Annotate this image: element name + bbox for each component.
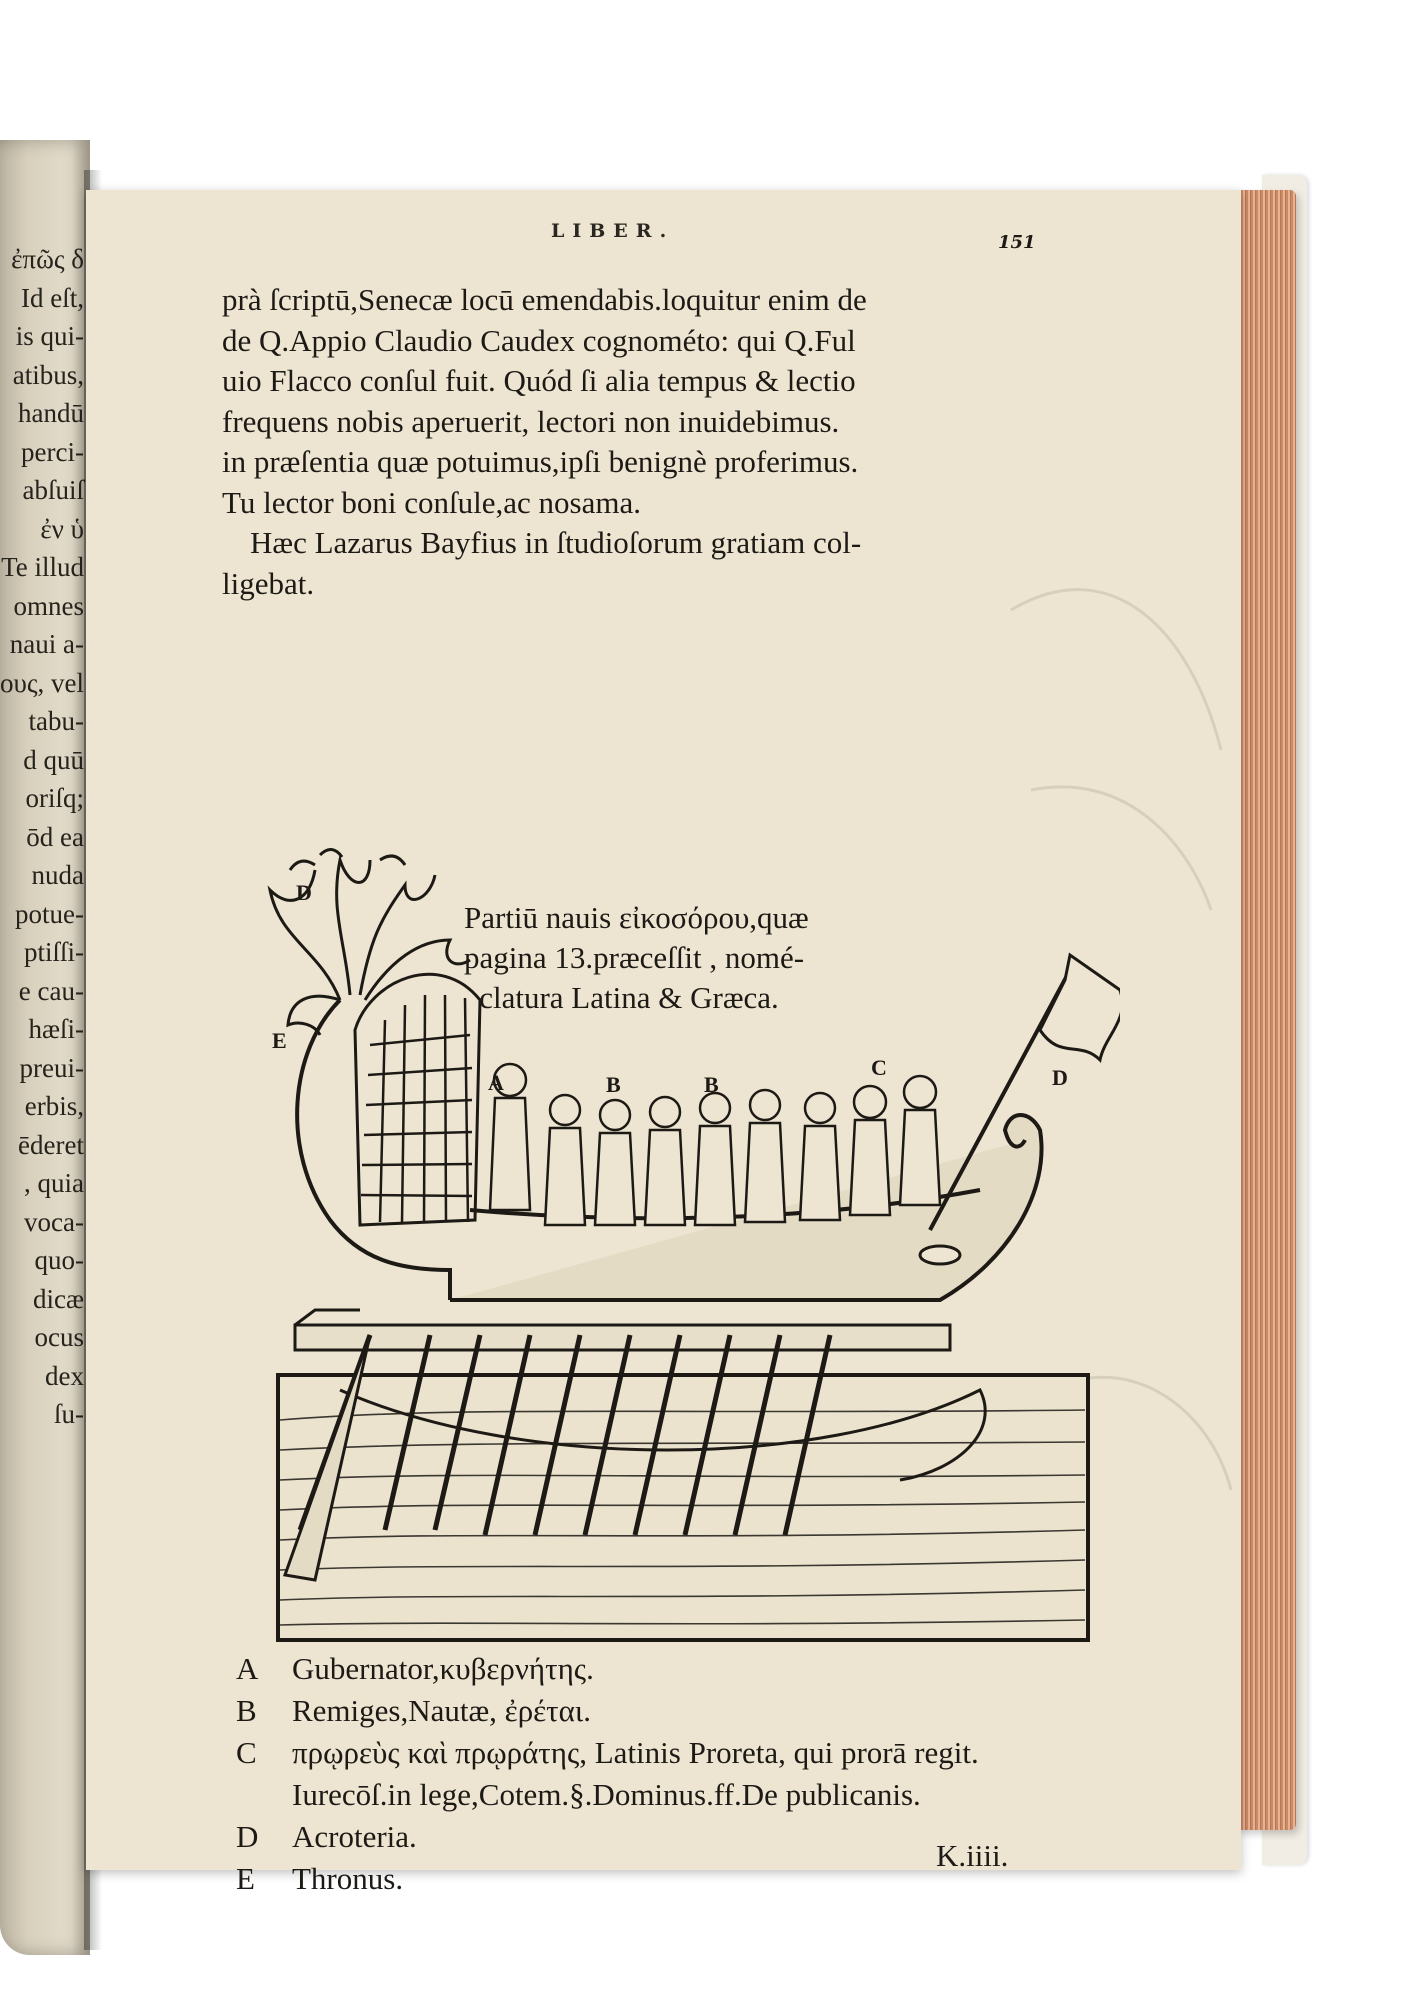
facing-page-line: omnes [13, 590, 84, 621]
legend-text: πρῳρεὺς καὶ πρῳράτης, Latinis Proreta, qui prorā regit. [292, 1735, 979, 1770]
legend-key: A [236, 1651, 259, 1686]
legend-text: Iurecōſ.in lege,Cotem.§.Dominus.ff.De publicanis. [292, 1777, 921, 1812]
caption-line: pagina 13.præceſſit , nomé- [464, 940, 805, 975]
body-line: frequens nobis aperuerit, lectori non inuidebimus. [222, 403, 840, 439]
figure-letter: C [871, 1055, 887, 1080]
caption-line: clatura Latina & Græca. [479, 980, 779, 1015]
figure-letter: B [704, 1072, 719, 1097]
legend-row [236, 1774, 979, 1816]
figure-letter: D [296, 880, 312, 905]
figure-letter: E [272, 1028, 287, 1053]
facing-page-text [0, 240, 84, 1434]
running-head: LIBER. [551, 220, 675, 242]
page-edges [1236, 190, 1296, 1830]
facing-page-line: abſuiſ [22, 475, 84, 505]
page-number: 151 [998, 232, 1036, 253]
legend-key: D [236, 1819, 259, 1854]
facing-page-line: voca- [24, 1206, 84, 1237]
figure-letter: D [1052, 1065, 1068, 1090]
facing-page-left [0, 140, 90, 1955]
body-line: Hæc Lazarus Bayfius in ſtudioſorum gratiam col- [250, 525, 862, 560]
legend-text: Remiges,Nautæ, ἐρέται. [292, 1693, 591, 1728]
body-text [222, 280, 1052, 604]
facing-page-line: perci- [21, 436, 84, 467]
facing-page-line: Te illud [1, 552, 84, 582]
facing-page-line: ους, vel [0, 667, 84, 698]
facing-page-line: handū [18, 398, 84, 428]
figure-letter: A [488, 1070, 504, 1095]
figure-caption [464, 898, 809, 1018]
facing-page-line: erbis, [24, 1091, 84, 1121]
facing-page-line: , quia [24, 1168, 84, 1198]
legend-key: E [236, 1861, 255, 1896]
legend-row [236, 1858, 979, 1900]
book-page [86, 190, 1241, 1896]
figure-legend [236, 1648, 979, 1900]
figure-letter: B [606, 1072, 621, 1097]
facing-page-line: hæſi- [28, 1014, 84, 1044]
facing-page-line: atibus, [12, 359, 84, 390]
facing-page-line: Id eſt, [21, 282, 84, 313]
facing-page-line: e cau- [18, 975, 84, 1006]
body-line: uio Flacco conſul fuit. Quód ſi alia tempus & lectio [222, 363, 856, 398]
water-frame [278, 1375, 1088, 1640]
facing-page-line: ēderet [18, 1129, 84, 1160]
facing-page-line: oriſq; [25, 783, 84, 813]
body-line: prà ſcriptū,Senecæ locū emendabis.loquitur enim de [222, 282, 867, 317]
facing-page-line: d quū [23, 744, 84, 775]
bow-eye [920, 1246, 960, 1264]
throne-cabin [355, 974, 480, 1225]
facing-page-line: ptiſſi- [24, 937, 84, 967]
facing-page-line: nuda [31, 860, 84, 890]
legend-key: B [236, 1693, 257, 1728]
facing-page-line: ocus [34, 1322, 84, 1352]
legend-text: Thronus. [292, 1861, 404, 1896]
legend-row [236, 1648, 979, 1690]
body-line: Tu lector boni conſule,ac nosama. [222, 484, 641, 520]
facing-page-line: ſu- [54, 1399, 84, 1429]
body-line: de Q.Appio Claudio Caudex cognométo: qui Q.Ful [222, 322, 856, 358]
legend-row [236, 1816, 979, 1858]
legend-row [236, 1732, 979, 1774]
facing-page-line: preui- [19, 1052, 84, 1083]
body-line: ligebat. [222, 565, 315, 601]
facing-page-line: potue- [15, 898, 84, 929]
facing-page-line: tabu- [28, 706, 84, 736]
facing-page-line: quo- [34, 1245, 84, 1275]
facing-page-line: naui a- [9, 629, 84, 659]
caption-line: Partiū nauis εἰκοσόρου,quæ [464, 900, 809, 935]
outrigger [295, 1325, 950, 1350]
facing-page-line: ἐπῶς δ [11, 244, 84, 274]
facing-page-line: dicæ [33, 1283, 84, 1314]
facing-page-line: ōd ea [26, 821, 84, 852]
legend-text: Gubernator,κυβερνήτης. [292, 1651, 594, 1686]
legend-key: C [236, 1735, 257, 1770]
facing-page-line: dex [45, 1360, 84, 1391]
signature-mark: K.iiii. [936, 1838, 1009, 1873]
legend-text: Acroteria. [292, 1819, 417, 1854]
legend-row [236, 1690, 979, 1732]
facing-page-line: ἐν ὑ [40, 513, 84, 544]
facing-page-line: is qui- [15, 321, 84, 351]
body-line: in præſentia quæ potuimus,ipſi benignè proferimus. [222, 444, 859, 479]
